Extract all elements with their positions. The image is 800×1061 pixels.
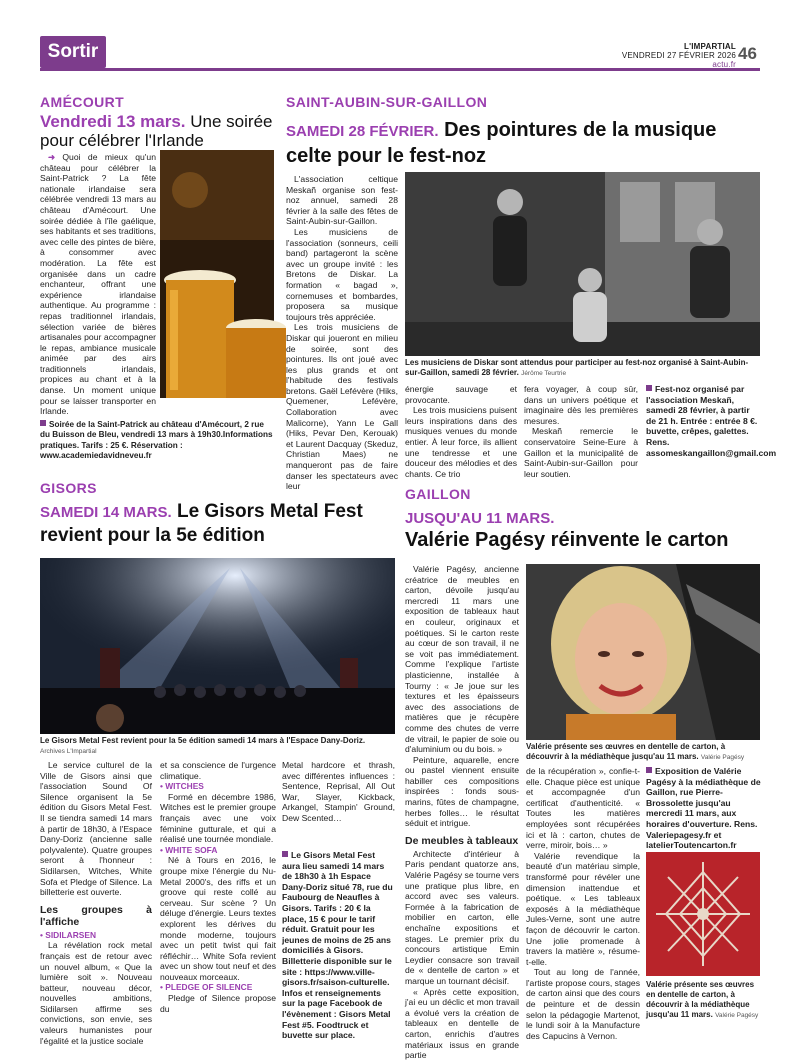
gisors-caption-text: Le Gisors Metal Fest revient pour la 5e édition samedi 14 mars à l'Espace Dany-Doriz. xyxy=(40,736,366,745)
gaillon-subheading: De meubles à tableaux xyxy=(405,834,519,847)
paper-name: L'IMPARTIAL xyxy=(684,42,736,51)
saint-aubin-p4: énergie sauvage et provocante. xyxy=(405,384,517,405)
saint-aubin-caption xyxy=(405,358,760,379)
metal-fest-photo xyxy=(40,558,395,734)
saint-aubin-title: Des pointures de la musique celte pour le fest-noz xyxy=(286,119,717,167)
amecourt-p1: Quoi de mieux qu'un château pour célébrer la Saint-Patrick ? La fête nationale irlandaise sera célébrée vendredi 13 mars au château d'Amécourt. Une soirée dédiée à l'île gaélique, ses habitants et ses traditions, avec celle des pintes de bière, à consommer avec modération. La fête est organisée dans un cadre enchanteur, offrant une expérience irlandaise authentique. Au programme : repas traditionnel irlandais, sélection variée de bières artisanales pour accompagner le repas, ambiance musicale animée par des airs traditionnels irlandais, propices au chant et à la danse. Un moment unique pour se laisser transporter en Irlande. xyxy=(40,152,156,417)
gisors-headline xyxy=(40,500,390,547)
gisors-subheading: Les groupes à l'affiche xyxy=(40,903,152,928)
gaillon-info-text: Exposition de Valérie Pagésy à la médiathèque de Gaillon, rue Pierre-Brossolette jusqu'au mercredi 11 mars, aux horaires d'ouverture. Rens. Valeriepagesy.fr et latelierToutencarton.fr xyxy=(646,766,761,851)
gaillon-p3: Architecte d'intérieur à Paris pendant quatorze ans, Valérie Pagésy se tourne vers une pratique plus libre, en accord avec ses valeurs. Formée à la fabrication de mobilier en carton, elle enchaîne expositions et stages. Le premier prix du concours artistique Emin Leydier consacre son travail de « dentelle de carton » et marque un tournant décisif. xyxy=(405,848,520,986)
amecourt-info xyxy=(40,420,276,462)
saint-aubin-p7: Meskañ remercie le conservatoire Seine-Eure à Gaillon et la municipalité de Saint-Aubin-sur-Gaillon pour leur soutien. xyxy=(524,426,638,479)
gisors-credit: Archives L'Impartial xyxy=(40,748,97,755)
gaillon-date: JUSQU'AU 11 MARS. xyxy=(405,510,555,527)
saint-aubin-col2 xyxy=(405,384,517,479)
gisors-info-text: Le Gisors Metal Fest aura lieu samedi 14 mars de 18h30 à 1h Espace Dany-Doriz situé 78, rue du Faubourg de Neaufles à Gisors. Tarifs : 20 € la place, 15 € pour le tarif réduit. Gratuit pour les jeunes de moins de 25 ans domiciliés à Gisors. Billetterie disponible sur le site : https://www.ville-gisors.fr/saison-culturelle. Infos et renseignements sur la page Facebook de l'évènement : Gisors Metal Fest #5. Foodtruck et buvette sur place. xyxy=(282,850,393,1041)
amecourt-date: Vendredi 13 mars. xyxy=(40,112,186,131)
gisors-p5: Né à Tours en 2016, le groupe mixe l'énergie du Nu-Metal 2000's, des riffs et un groove qui reste collé au cerveau. Sur scène ? Un déluge d'énergie. Leurs textes explorent les dérives du monde moderne, toujours avec un petit twist qui fait réfléchir… White Sofa revient avec un show tout neuf et des nouveaux morceaux. xyxy=(160,855,276,982)
saint-aubin-col1 xyxy=(286,174,398,492)
gisors-date: SAMEDI 14 MARS. xyxy=(40,504,172,521)
saint-aubin-caption-text: Les musiciens de Diskar sont attendus pour participer au fest-noz organisé à Saint-Aubin-sur-Gaillon, samedi 28 février. xyxy=(405,358,749,377)
gisors-col3 xyxy=(282,760,395,824)
amecourt-title: Une soirée pour célébrer l'Irlande xyxy=(40,112,273,150)
gaillon-p5: de la récupération », confie-t-elle. Chaque pièce est unique et accompagnée d'un certificat d'authenticité. « Toutes les matières employées sont récupérées ici et là : carton, chutes de verre, miroir, bois… » xyxy=(526,766,640,851)
valerie-portrait xyxy=(526,564,760,740)
gisors-band-1: • SIDILARSEN xyxy=(40,929,96,940)
saint-aubin-date: SAMEDI 28 FÉVRIER. xyxy=(286,123,439,140)
paper-site: actu.fr xyxy=(712,60,736,69)
gisors-p2: La révélation rock metal français est de retour avec un nouvel album, « Que la lumière soit ». Nouveau batteur, nouveau décor, nouvelles ambitions, Sidilarsen affirme ses convictions, son envie, ses valeurs humanistes pour l'égalité et la justice sociale xyxy=(40,940,152,1046)
diskar-photo xyxy=(405,172,760,356)
gaillon-p4: « Après cette exposition, j'ai eu un déclic et mon travail a évolué vers la création de tableaux en dentelle de carton, enrichis d'autres matériaux issus en grande partie xyxy=(405,986,519,1061)
saint-aubin-p3: Les trois musiciens de Diskar qui joueront en milieu de soirée, sont des pointures. Ils ont joué avec les plus grands et ont l'habitude des festivals bretons. Gaël Lefévère (Hiks, Quemener, Lefévère, Collaboration avec Malicorne), Yann Le Gall (Hiks, Pevar Den, Kerouak) et Laurent Dacquay (Skeduz, Christian Maes) ne manqueront pas de faire danser les spectateurs avec leur xyxy=(286,322,398,492)
gaillon-credit2: Valérie Pagésy xyxy=(715,1012,759,1019)
gaillon-p2: Peinture, aquarelle, encre ou pastel viennent ensuite habiller ces compositions inspirées : fonds sous-marins, fûtes de champagne, herbes folles… le résultat séduit et intrigue. xyxy=(405,754,519,829)
gisors-band-2: • WITCHES xyxy=(160,781,204,792)
gisors-col1 xyxy=(40,760,152,1046)
page-number: 46 xyxy=(738,44,757,63)
saint-aubin-info-text: Fest-noz organisé par l'association Meskañ, samedi 28 février, à partir de 21 h. Entrée : entrée 8 €. buvette, crêpes, galettes. Rens. assomeskangaillon@gmail.com xyxy=(646,384,777,458)
gaillon-caption xyxy=(526,742,760,763)
saint-aubin-p2: Les musiciens de l'association (sonneurs, ceili band) partageront la scène avec un groupe invité : les Bretons de Diskar. La formation « bagad », cornemuses et bombardes, proposera sa musique toujours très appréciée. xyxy=(286,226,398,322)
saint-aubin-headline xyxy=(286,118,760,168)
gaillon-p7: Tout au long de l'année, l'artiste propose cours, stages de carton ainsi que des cours de peinture et de dessin selon la pédagogie Martenot, le lundi soir à la Manufacture des Capucins à Vernon. xyxy=(526,967,640,1041)
gaillon-info xyxy=(646,766,762,851)
carton-artwork-photo xyxy=(646,852,760,976)
saint-aubin-p1: L'association celtique Meskañ organise son fest-noz annuel, samedi 28 février à la salle des fêtes de Saint-Aubin-sur-Gaillon. xyxy=(286,174,398,227)
gaillon-caption2-text: Valérie présente ses œuvres en dentelle de carton, à découvrir à la médiathèque jusqu'au 11 mars. xyxy=(646,980,755,1019)
gaillon-caption-2 xyxy=(646,980,762,1021)
gaillon-title: Valérie Pagésy réinvente le carton xyxy=(405,529,729,551)
gisors-col2 xyxy=(160,760,276,1014)
gisors-p6: Pledge of Silence propose du xyxy=(160,993,276,1014)
gisors-p4: Formé en décembre 1986, Witches est le premier groupe français avec une voix féminine gutturale, et qui a réalisé une tournée mondiale. xyxy=(160,791,276,845)
gisors-kicker: GISORS xyxy=(40,480,97,496)
gaillon-credit: Valérie Pagésy xyxy=(700,754,745,761)
beer-photo xyxy=(160,150,274,398)
gisors-caption xyxy=(40,736,395,757)
gisors-p1: Le service culturel de la Ville de Gisors ainsi que l'association Sound Of Silence organisent la 5e édition du Gisors Metal Fest. Il se tiendra samedi 14 mars à partir de 18h30, à l'Espace Dany-Doriz (ancienne salle polyvalente). Quatre groupes seront à l'honneur : Sidilarsen, Witches, White Sofa et Pledge of Silence. La billetterie est ouverte. xyxy=(40,760,152,898)
gisors-p3: et sa conscience de l'urgence climatique. xyxy=(160,760,276,781)
header-paper-info xyxy=(560,42,736,69)
gaillon-p1: Valérie Pagésy, ancienne créatrice de meubles en carton, dévoile jusqu'au mercredi 11 mars une exposition de tableaux haut en couleur, originaux et poétiques. Si le carton reste au cœur de son travail, il ne se voit pas immédiatement. Comme l'explique l'artiste plasticienne, installée à Tourny : « Je joue sur les textures et les épaisseurs avec des associations de matières que je récupère comme des chutes de verre de vitrail, le papier de soie ou d'aluminium ou du bois. » xyxy=(405,564,519,755)
saint-aubin-col3 xyxy=(524,384,638,479)
saint-aubin-credit: Jérôme Teurtrie xyxy=(521,370,567,377)
gisors-band-3: • WHITE SOFA xyxy=(160,844,218,855)
saint-aubin-info xyxy=(646,384,777,458)
gisors-title: Le Gisors Metal Fest revient pour la 5e édition xyxy=(40,501,363,546)
gaillon-kicker: GAILLON xyxy=(405,486,471,502)
saint-aubin-p5: Les trois musiciens puisent leurs inspirations dans des musiques venues du monde entier. À leur force, ils allient une tendresse et une douceur des mélodies et des chants. Ce trio xyxy=(405,405,517,479)
amecourt-body: ➜ Quoi de mieux qu'un château pour célébrer la Saint-Patrick ? La fête nationale irlandaise sera célébrée vendredi 13 mars au château d'Amécourt. Une soirée dédiée à l'île gaélique, ses habitants et ses traditions, avec celle des pintes de bière, à consommer avec modération. La fête est organisée dans un cadre enchanteur, offrant une expérience irlandaise authentique. Au programme : repas traditionnel irlandais, sélection variée de bières artisanales pour accompagner le repas, ambiance musicale animée par des airs traditionnels irlandais, propices au chant et à la danse. Un moment unique pour se laisser transporter en Irlande. xyxy=(40,152,156,417)
amecourt-info-text: Soirée de la Saint-Patrick au château d'Amécourt, 2 rue du Buisson de Bleu, vendredi 13 mars à 19h30.Informations pratiques. Tarifs : 25 €. Réservation : www.academiedavidneveu.fr xyxy=(40,420,273,461)
gaillon-col1 xyxy=(405,564,519,1061)
gaillon-p6: Valérie revendique la beauté d'un matériau simple, transformé pour révéler une dimension inattendue et poétique. « Les tableaux exposés à la médiathèque Jules-Verne, sont une autre façon de découvrir le carton. Une jolie promenade à travers la matière », résume-t-elle. xyxy=(526,850,640,967)
saint-aubin-kicker: SAINT-AUBIN-SUR-GAILLON xyxy=(286,94,488,110)
saint-aubin-p6: fera voyager, à coup sûr, dans un univers poétique et imaginaire dès les premières mesures. xyxy=(524,384,638,426)
gaillon-col2 xyxy=(526,766,640,1041)
amecourt-kicker: AMÉCOURT xyxy=(40,94,125,110)
paper-date: VENDREDI 27 FÉVRIER 2026 xyxy=(621,51,736,60)
gisors-band-4: • PLEDGE OF SILENCE xyxy=(160,982,253,993)
gisors-p7: Metal hardcore et thrash, avec différentes influences : Sentence, Reprisal, All Out War, Slayer, Kickback, Arkangel, Stampin' Ground, Dew Scented… xyxy=(282,760,395,823)
gaillon-caption-text: Valérie présente ses œuvres en dentelle de carton, à découvrir à la médiathèque jusqu'au 11 mars. xyxy=(526,742,726,761)
section-tab: Sortir xyxy=(40,36,106,68)
gisors-info xyxy=(282,850,395,1041)
amecourt-headline xyxy=(40,112,280,150)
